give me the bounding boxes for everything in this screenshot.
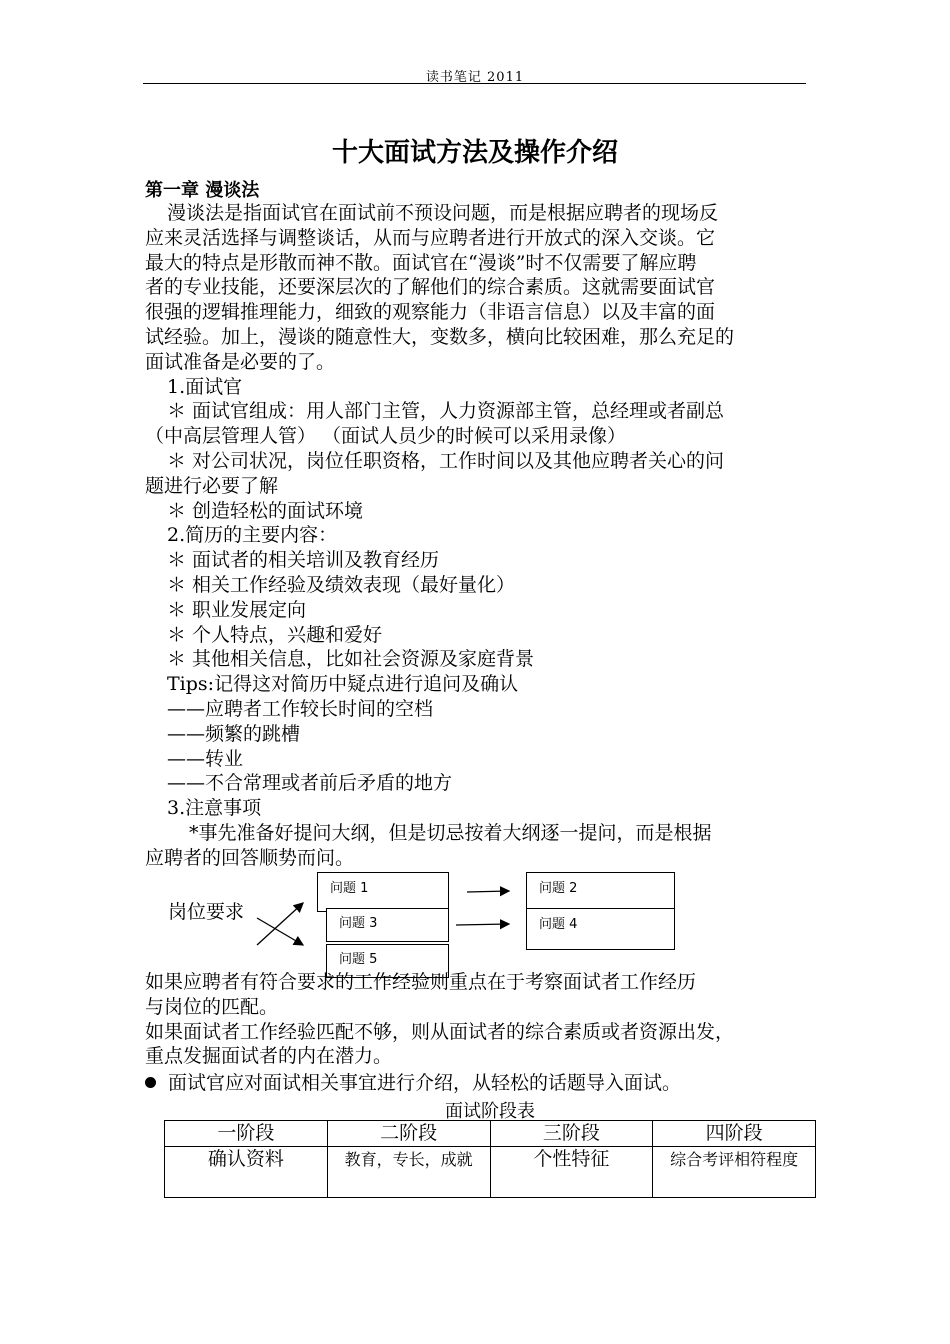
table-header-cell: 二阶段	[327, 1121, 490, 1147]
text-line: ＊ 创造轻松的面试环境	[167, 499, 364, 522]
after-diagram-text	[145, 970, 815, 1069]
text-line: ＊ 对公司状况，岗位任职资格，工作时间以及其他应聘者关心的问	[167, 449, 725, 472]
text-line: ＊ 职业发展定向	[167, 598, 307, 621]
box-question-1-label: 问题 1	[330, 881, 369, 896]
text-line: （中高层管理人管） （面试人员少的时候可以采用录像）	[145, 425, 627, 448]
table-header-cell: 一阶段	[165, 1121, 328, 1147]
box-question-3-label: 问题 3	[339, 916, 378, 931]
text-line: 如果应聘者有符合要求的工作经验则重点在于考察面试者工作经历	[145, 971, 697, 993]
box-question-3	[326, 908, 449, 942]
header-rule	[143, 83, 806, 84]
text-line: ＊ 相关工作经验及绩效表现（最好量化）	[167, 573, 516, 596]
box-question-4	[526, 908, 675, 950]
text-line: Tips:记得这对简历中疑点进行追问及确认	[167, 673, 519, 696]
running-header: 读书笔记 2011	[425, 70, 525, 85]
body-text	[145, 201, 810, 871]
text-line: 1.面试官	[167, 375, 243, 398]
chapter-heading: 第一章 漫谈法	[145, 180, 260, 201]
bullet-text: 面试官应对面试相关事宜进行介绍，从轻松的话题导入面试。	[168, 1072, 682, 1094]
text-line: 2.简历的主要内容：	[167, 524, 338, 547]
text-line: 很强的逻辑推理能力，细致的观察能力（非语言信息）以及丰富的面	[145, 301, 716, 324]
text-line: ——转业	[167, 747, 244, 770]
box-question-1	[317, 872, 449, 912]
table-caption: 面试阶段表	[445, 1101, 535, 1122]
text-line: 应来灵活选择与调整谈话，从而与应聘者进行开放式的深入交谈。它	[145, 226, 716, 249]
text-line: ＊ 个人特点，兴趣和爱好	[167, 623, 383, 646]
stage-table	[164, 1120, 816, 1198]
bullet-dot-icon	[145, 1077, 156, 1088]
text-line: 重点发掘面试者的内在潜力。	[145, 1045, 393, 1068]
text-line: *事先准备好提问大纲，但是切忌按着大纲逐一提问，而是根据	[189, 821, 712, 844]
document-title: 十大面试方法及操作介绍	[331, 138, 618, 168]
table-cell: 确认资料	[165, 1147, 328, 1198]
table-cell: 个性特征	[490, 1147, 653, 1198]
text-line: ——频繁的跳槽	[167, 722, 301, 745]
text-line: 题进行必要了解	[145, 474, 279, 497]
box-question-5-label: 问题 5	[339, 952, 378, 967]
diagram-label: 岗位要求	[168, 901, 245, 923]
text-line: ——应聘者工作较长时间的空档	[167, 697, 434, 720]
box-question-2-label: 问题 2	[539, 881, 578, 896]
box-question-4-label: 问题 4	[539, 917, 578, 932]
table-header-row	[165, 1121, 816, 1147]
text-line: 者的专业技能，还要深层次的了解他们的综合素质。这就需要面试官	[145, 276, 716, 299]
text-line: ——不合常理或者前后矛盾的地方	[167, 772, 453, 795]
text-line: 3.注意事项	[167, 797, 262, 820]
text-line: 应聘者的回答顺势而问。	[145, 846, 355, 869]
text-line: ＊ 其他相关信息，比如社会资源及家庭背景	[167, 648, 535, 671]
text-line: 试经验。加上，漫谈的随意性大，变数多，横向比较困难，那么充足的	[145, 325, 735, 348]
table-header-cell: 四阶段	[653, 1121, 816, 1147]
bullet-item	[145, 1071, 681, 1095]
text-line: 漫谈法是指面试官在面试前不预设问题，而是根据应聘者的现场反	[167, 202, 719, 224]
table-header-cell: 三阶段	[490, 1121, 653, 1147]
table-row	[165, 1147, 816, 1198]
text-line: 如果面试者工作经验匹配不够，则从面试者的综合素质或者资源出发，	[145, 1020, 735, 1043]
text-line: ＊ 面试者的相关培训及教育经历	[167, 549, 440, 572]
table-cell: 教育，专长，成就	[327, 1147, 490, 1198]
text-line: 面试准备是必要的了。	[145, 350, 336, 373]
text-line: 与岗位的匹配。	[145, 995, 279, 1018]
text-line: 最大的特点是形散而神不散。面试官在“漫谈”时不仅需要了解应聘	[145, 251, 697, 274]
box-question-2	[526, 872, 675, 912]
question-flow-diagram	[145, 870, 705, 975]
table-cell: 综合考评相符程度	[653, 1147, 816, 1198]
text-line: ＊ 面试官组成：用人部门主管，人力资源部主管，总经理或者副总	[167, 400, 725, 423]
